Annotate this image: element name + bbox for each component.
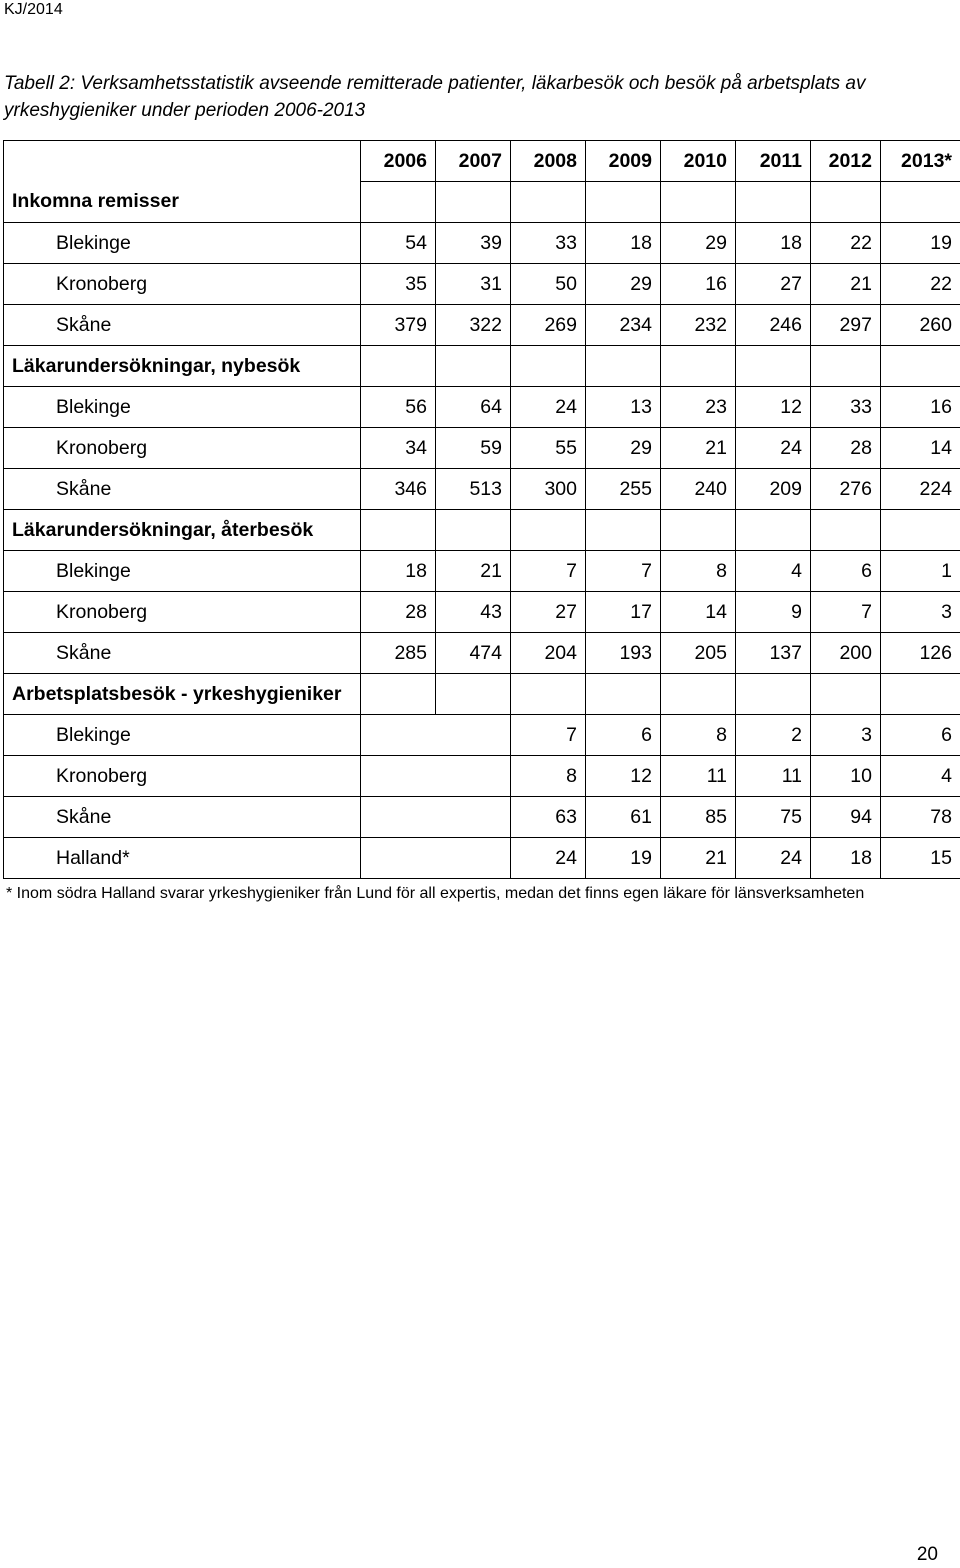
- empty-cell: [736, 674, 811, 715]
- value-cell: 6: [586, 715, 661, 756]
- value-cell: 513: [436, 469, 511, 510]
- value-cell: 11: [736, 756, 811, 797]
- value-cell: 14: [661, 592, 736, 633]
- value-cell: 75: [736, 797, 811, 838]
- value-cell: 1: [881, 551, 960, 592]
- value-cell: 55: [511, 428, 586, 469]
- value-cell: 11: [661, 756, 736, 797]
- table-row: [4, 223, 960, 264]
- empty-cell: [661, 182, 736, 223]
- value-cell: 50: [511, 264, 586, 305]
- value-cell: 3: [811, 715, 881, 756]
- value-cell: 29: [586, 428, 661, 469]
- footnote: * Inom södra Halland svarar yrkeshygieniker från Lund för all expertis, medan det finns egen läkare för länsverksamheten: [6, 885, 865, 902]
- value-cell: 224: [881, 469, 960, 510]
- empty-cell: [811, 182, 881, 223]
- empty-merged-cell: [361, 715, 511, 756]
- year-header-cell: 2007: [436, 141, 511, 182]
- value-cell: 6: [811, 551, 881, 592]
- region-label: Kronoberg: [4, 264, 361, 305]
- value-cell: 18: [586, 223, 661, 264]
- value-cell: 474: [436, 633, 511, 674]
- empty-cell: [811, 674, 881, 715]
- header-corner-cell: [4, 141, 361, 182]
- value-cell: 29: [586, 264, 661, 305]
- value-cell: 21: [661, 838, 736, 879]
- value-cell: 85: [661, 797, 736, 838]
- table-row: [4, 305, 960, 346]
- empty-cell: [881, 510, 960, 551]
- value-cell: 16: [881, 387, 960, 428]
- empty-cell: [881, 182, 960, 223]
- value-cell: 8: [661, 715, 736, 756]
- value-cell: 7: [511, 551, 586, 592]
- value-cell: 209: [736, 469, 811, 510]
- value-cell: 260: [881, 305, 960, 346]
- value-cell: 43: [436, 592, 511, 633]
- empty-cell: [511, 182, 586, 223]
- table-row: [4, 715, 960, 756]
- table-row: [4, 551, 960, 592]
- table-row: [4, 633, 960, 674]
- region-label: Blekinge: [4, 551, 361, 592]
- empty-cell: [811, 510, 881, 551]
- value-cell: 16: [661, 264, 736, 305]
- value-cell: 10: [811, 756, 881, 797]
- value-cell: 7: [811, 592, 881, 633]
- value-cell: 27: [511, 592, 586, 633]
- value-cell: 204: [511, 633, 586, 674]
- table-row: [4, 264, 960, 305]
- section-title: Inkomna remisser: [4, 182, 361, 223]
- value-cell: 19: [586, 838, 661, 879]
- value-cell: 4: [881, 756, 960, 797]
- year-header-cell: 2013*: [881, 141, 960, 182]
- value-cell: 346: [361, 469, 436, 510]
- region-label: Skåne: [4, 469, 361, 510]
- section-title: Läkarundersökningar, nybesök: [4, 346, 361, 387]
- empty-cell: [511, 510, 586, 551]
- value-cell: 12: [586, 756, 661, 797]
- region-label: Blekinge: [4, 715, 361, 756]
- region-label: Skåne: [4, 305, 361, 346]
- value-cell: 78: [881, 797, 960, 838]
- empty-cell: [361, 346, 436, 387]
- section-row: [4, 182, 960, 223]
- value-cell: 63: [511, 797, 586, 838]
- section-row: [4, 674, 960, 715]
- value-cell: 21: [661, 428, 736, 469]
- value-cell: 39: [436, 223, 511, 264]
- value-cell: 300: [511, 469, 586, 510]
- empty-cell: [661, 510, 736, 551]
- value-cell: 276: [811, 469, 881, 510]
- value-cell: 12: [736, 387, 811, 428]
- value-cell: 23: [661, 387, 736, 428]
- value-cell: 4: [736, 551, 811, 592]
- value-cell: 33: [811, 387, 881, 428]
- empty-cell: [361, 182, 436, 223]
- value-cell: 54: [361, 223, 436, 264]
- empty-cell: [881, 674, 960, 715]
- table-row: [4, 428, 960, 469]
- value-cell: 31: [436, 264, 511, 305]
- table-row: [4, 592, 960, 633]
- value-cell: 232: [661, 305, 736, 346]
- empty-cell: [361, 510, 436, 551]
- year-header-cell: 2009: [586, 141, 661, 182]
- statistics-table: [3, 140, 960, 879]
- value-cell: 15: [881, 838, 960, 879]
- value-cell: 33: [511, 223, 586, 264]
- empty-cell: [586, 182, 661, 223]
- value-cell: 322: [436, 305, 511, 346]
- empty-cell: [436, 182, 511, 223]
- empty-cell: [736, 346, 811, 387]
- region-label: Skåne: [4, 633, 361, 674]
- region-label: Halland*: [4, 838, 361, 879]
- value-cell: 8: [511, 756, 586, 797]
- empty-cell: [661, 346, 736, 387]
- table-row: [4, 838, 960, 879]
- region-label: Blekinge: [4, 223, 361, 264]
- value-cell: 297: [811, 305, 881, 346]
- empty-cell: [736, 510, 811, 551]
- value-cell: 27: [736, 264, 811, 305]
- value-cell: 255: [586, 469, 661, 510]
- value-cell: 126: [881, 633, 960, 674]
- value-cell: 137: [736, 633, 811, 674]
- empty-cell: [586, 674, 661, 715]
- value-cell: 13: [586, 387, 661, 428]
- table-row: [4, 797, 960, 838]
- value-cell: 200: [811, 633, 881, 674]
- empty-cell: [436, 510, 511, 551]
- value-cell: 285: [361, 633, 436, 674]
- value-cell: 205: [661, 633, 736, 674]
- empty-cell: [436, 346, 511, 387]
- value-cell: 14: [881, 428, 960, 469]
- value-cell: 94: [811, 797, 881, 838]
- value-cell: 21: [436, 551, 511, 592]
- value-cell: 56: [361, 387, 436, 428]
- value-cell: 64: [436, 387, 511, 428]
- section-row: [4, 510, 960, 551]
- value-cell: 28: [361, 592, 436, 633]
- value-cell: 18: [361, 551, 436, 592]
- value-cell: 21: [811, 264, 881, 305]
- value-cell: 29: [661, 223, 736, 264]
- value-cell: 7: [586, 551, 661, 592]
- empty-merged-cell: [361, 797, 511, 838]
- page-number: 20: [916, 1544, 938, 1565]
- empty-cell: [661, 674, 736, 715]
- value-cell: 193: [586, 633, 661, 674]
- year-header-cell: 2008: [511, 141, 586, 182]
- year-header-row: [4, 141, 960, 182]
- value-cell: 379: [361, 305, 436, 346]
- value-cell: 18: [811, 838, 881, 879]
- value-cell: 7: [511, 715, 586, 756]
- value-cell: 9: [736, 592, 811, 633]
- value-cell: 3: [881, 592, 960, 633]
- table-row: [4, 387, 960, 428]
- value-cell: 28: [811, 428, 881, 469]
- section-title: Läkarundersökningar, återbesök: [4, 510, 361, 551]
- value-cell: 24: [511, 838, 586, 879]
- value-cell: 34: [361, 428, 436, 469]
- year-header-cell: 2012: [811, 141, 881, 182]
- value-cell: 18: [736, 223, 811, 264]
- value-cell: 8: [661, 551, 736, 592]
- year-header-cell: 2011: [736, 141, 811, 182]
- region-label: Blekinge: [4, 387, 361, 428]
- empty-merged-cell: [361, 838, 511, 879]
- table-row: [4, 756, 960, 797]
- value-cell: 22: [811, 223, 881, 264]
- empty-merged-cell: [361, 756, 511, 797]
- empty-cell: [736, 182, 811, 223]
- value-cell: 2: [736, 715, 811, 756]
- value-cell: 59: [436, 428, 511, 469]
- header-mark: KJ/2014: [4, 1, 63, 18]
- statistics-table-body: [4, 141, 960, 879]
- value-cell: 240: [661, 469, 736, 510]
- section-title: Arbetsplatsbesök - yrkeshygieniker: [4, 674, 361, 715]
- year-header-cell: 2010: [661, 141, 736, 182]
- value-cell: 35: [361, 264, 436, 305]
- empty-cell: [511, 346, 586, 387]
- region-label: Skåne: [4, 797, 361, 838]
- region-label: Kronoberg: [4, 592, 361, 633]
- empty-cell: [436, 674, 511, 715]
- empty-cell: [361, 674, 436, 715]
- empty-cell: [881, 346, 960, 387]
- empty-cell: [511, 674, 586, 715]
- value-cell: 22: [881, 264, 960, 305]
- value-cell: 17: [586, 592, 661, 633]
- value-cell: 234: [586, 305, 661, 346]
- region-label: Kronoberg: [4, 428, 361, 469]
- value-cell: 24: [736, 428, 811, 469]
- table-row: [4, 469, 960, 510]
- empty-cell: [811, 346, 881, 387]
- region-label: Kronoberg: [4, 756, 361, 797]
- value-cell: 246: [736, 305, 811, 346]
- value-cell: 24: [736, 838, 811, 879]
- value-cell: 269: [511, 305, 586, 346]
- year-header-cell: 2006: [361, 141, 436, 182]
- value-cell: 19: [881, 223, 960, 264]
- table-caption: Tabell 2: Verksamhetsstatistik avseende remitterade patienter, läkarbesök och besök på arbetsplats av yrkeshygieniker under perioden 2006-2013: [4, 73, 866, 121]
- value-cell: 6: [881, 715, 960, 756]
- value-cell: 61: [586, 797, 661, 838]
- value-cell: 24: [511, 387, 586, 428]
- empty-cell: [586, 510, 661, 551]
- empty-cell: [586, 346, 661, 387]
- section-row: [4, 346, 960, 387]
